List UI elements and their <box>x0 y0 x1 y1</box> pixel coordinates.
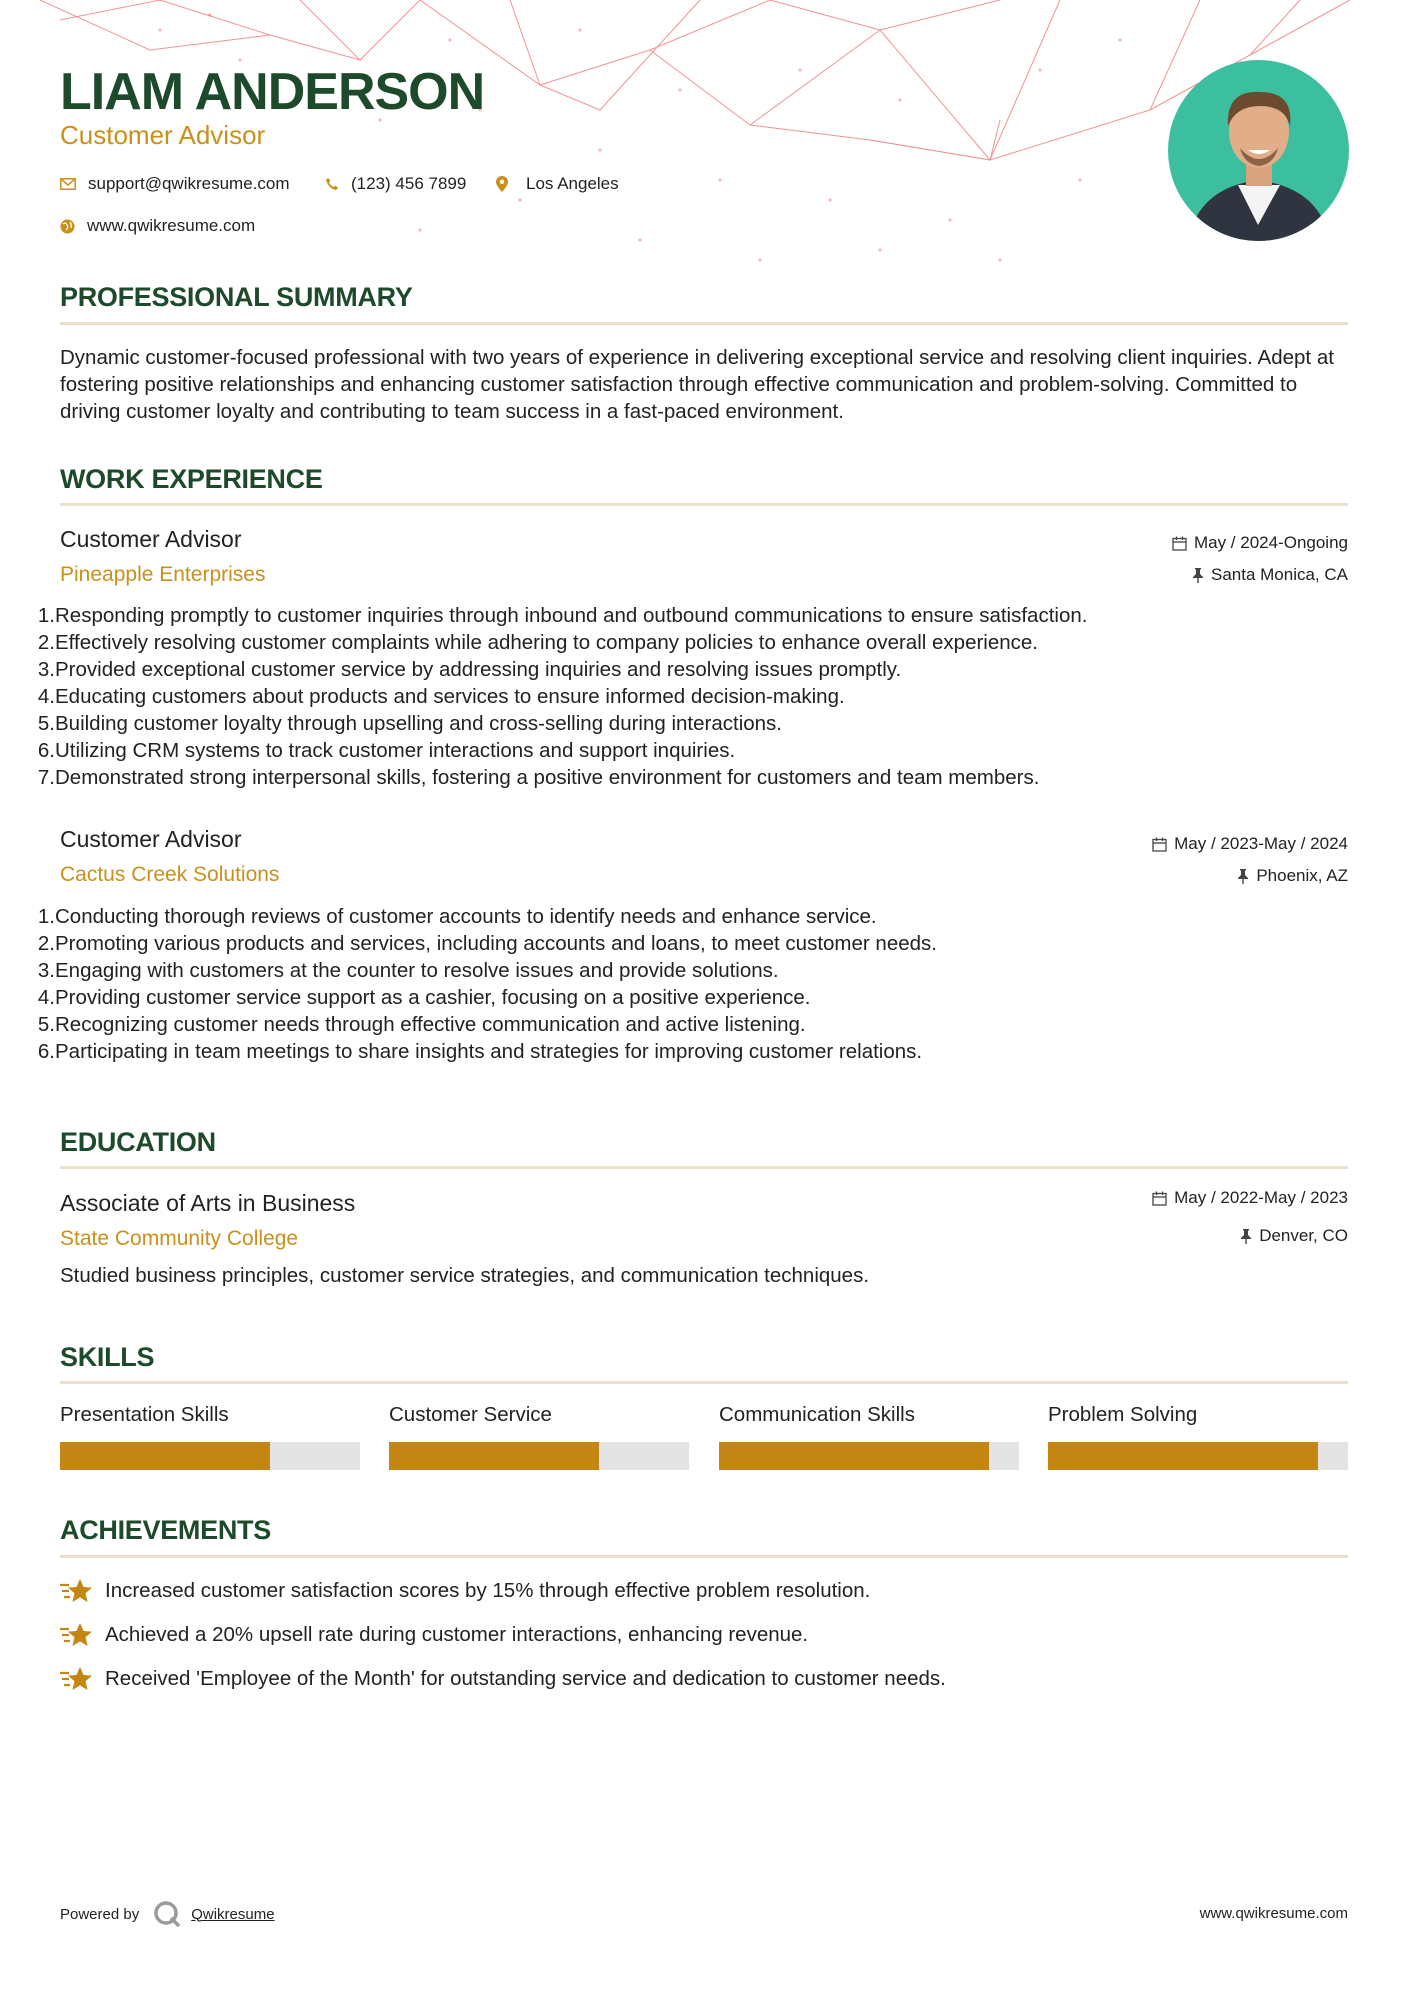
duty-item <box>0 683 1340 710</box>
profile-photo <box>1168 60 1349 241</box>
achievements-rule <box>60 1555 1348 1558</box>
skill-bar <box>389 1442 689 1470</box>
duty-item <box>0 656 1340 683</box>
powered-by-text: Powered by <box>60 1905 140 1923</box>
job-2-location <box>1237 866 1348 886</box>
pushpin-icon <box>1192 568 1204 583</box>
duty-number: 4. <box>37 685 55 708</box>
phone-text: (123) 456 7899 <box>351 174 467 193</box>
duty-number: 2. <box>37 932 55 955</box>
job-1-title: Customer Advisor <box>60 526 242 552</box>
skill-bar-fill <box>719 1442 989 1470</box>
achievement-item <box>60 1578 870 1604</box>
duty-number: 5. <box>37 1013 55 1036</box>
duty-item <box>0 1038 1340 1065</box>
experience-heading: WORK EXPERIENCE <box>60 464 323 494</box>
job-1-company: Pineapple Enterprises <box>60 563 266 586</box>
qwikresume-logo-icon <box>153 1900 181 1928</box>
duty-number: 4. <box>37 986 55 1009</box>
duty-text: Provided exceptional customer service by addressing inquiries and resolving issues promptly. <box>55 658 902 681</box>
duty-item <box>0 930 1340 957</box>
duty-item <box>0 984 1340 1011</box>
job-2-dates-text: May / 2023-May / 2024 <box>1174 834 1348 853</box>
contact-website[interactable] <box>60 216 255 236</box>
duty-item <box>0 957 1340 984</box>
duty-text: Demonstrated strong interpersonal skills, fostering a positive environment for customers and team members. <box>55 766 1040 789</box>
summary-rule <box>60 322 1348 325</box>
job-2-dates <box>1152 834 1348 854</box>
globe-icon <box>60 219 75 234</box>
achievement-text: Increased customer satisfaction scores by 15% through effective problem resolution. <box>105 1579 871 1602</box>
achievement-item <box>60 1666 946 1692</box>
skill-label: Customer Service <box>389 1403 552 1426</box>
skill-customer-service <box>389 1403 689 1470</box>
job-1-location <box>1192 565 1348 585</box>
education-dates-text: May / 2022-May / 2023 <box>1174 1188 1348 1207</box>
skill-bar-fill <box>1048 1442 1318 1470</box>
summary-text: Dynamic customer-focused professional with two years of experience in delivering exceptional service and resolving client inquiries. Adept at fostering positive relationships and enhancing customer satisfaction through effective communication and problem-solving. Committed to driving customer loyalty and contributing to team success in a fast-paced environment. <box>60 346 1334 423</box>
duty-number: 1. <box>37 905 55 928</box>
achievement-text: Achieved a 20% upsell rate during customer interactions, enhancing revenue. <box>105 1623 809 1646</box>
skills-heading: SKILLS <box>60 1342 155 1372</box>
duty-number: 6. <box>37 1040 55 1063</box>
duty-item <box>0 629 1340 656</box>
duty-number: 2. <box>37 631 55 654</box>
education-degree: Associate of Arts in Business <box>60 1190 356 1216</box>
duty-item <box>0 737 1340 764</box>
job-2-duties <box>0 903 1340 1065</box>
candidate-role: Customer Advisor <box>60 120 266 150</box>
job-1-dates-text: May / 2024-Ongoing <box>1193 533 1348 552</box>
skill-presentation <box>60 1403 360 1470</box>
calendar-icon <box>1152 1191 1167 1206</box>
experience-rule <box>60 503 1348 506</box>
qwikresume-link[interactable]: Qwikresume <box>191 1905 275 1923</box>
calendar-icon <box>1152 837 1167 852</box>
duty-text: Utilizing CRM systems to track customer interactions and support inquiries. <box>55 739 736 762</box>
duty-text: Participating in team meetings to share insights and strategies for improving customer relations. <box>55 1040 923 1063</box>
education-description: Studied business principles, customer service strategies, and communication techniques. <box>60 1264 870 1287</box>
education-heading: EDUCATION <box>60 1127 216 1157</box>
footer-powered-by <box>60 1900 275 1928</box>
calendar-icon <box>1172 536 1187 551</box>
duty-item <box>0 903 1340 930</box>
summary-heading: PROFESSIONAL SUMMARY <box>60 282 413 312</box>
footer-website[interactable]: www.qwikresume.com <box>1199 1905 1348 1922</box>
duty-number: 1. <box>37 604 55 627</box>
pushpin-icon <box>1237 869 1249 884</box>
duty-number: 7. <box>37 766 55 789</box>
person-portrait-icon <box>1168 60 1349 241</box>
skill-problem-solving <box>1048 1403 1348 1470</box>
duty-item <box>0 602 1340 629</box>
job-2-company: Cactus Creek Solutions <box>60 863 280 886</box>
job-1-dates <box>1172 533 1348 553</box>
star-icon <box>60 1666 93 1692</box>
star-icon <box>60 1622 93 1648</box>
duty-text: Building customer loyalty through upselling and cross-selling during interactions. <box>55 712 782 735</box>
candidate-name: LIAM ANDERSON <box>60 63 485 121</box>
duty-number: 5. <box>37 712 55 735</box>
education-dates <box>1152 1188 1348 1208</box>
duty-text: Recognizing customer needs through effective communication and active listening. <box>55 1013 806 1036</box>
education-location-text: Denver, CO <box>1259 1226 1348 1245</box>
job-2-title: Customer Advisor <box>60 826 242 852</box>
pushpin-icon <box>1240 1229 1252 1244</box>
education-location <box>1240 1226 1348 1246</box>
duty-text: Responding promptly to customer inquiries through inbound and outbound communications to ensure satisfaction. <box>55 604 1088 627</box>
job-1-location-text: Santa Monica, CA <box>1210 565 1348 584</box>
education-school: State Community College <box>60 1227 299 1250</box>
phone-icon <box>325 177 339 191</box>
map-pin-icon <box>496 176 508 192</box>
skill-bar <box>719 1442 1019 1470</box>
skill-bar <box>1048 1442 1348 1470</box>
duty-text: Providing customer service support as a cashier, focusing on a positive experience. <box>55 986 811 1009</box>
email-text: support@qwikresume.com <box>88 174 290 193</box>
duty-text: Educating customers about products and services to ensure informed decision-making. <box>55 685 845 708</box>
duty-text: Engaging with customers at the counter to resolve issues and provide solutions. <box>55 959 779 982</box>
achievements-heading: ACHIEVEMENTS <box>60 1515 271 1545</box>
envelope-icon <box>60 178 76 190</box>
duty-item <box>0 710 1340 737</box>
duty-item <box>0 1011 1340 1038</box>
achievement-text: Received 'Employee of the Month' for outstanding service and dedication to customer needs. <box>105 1667 946 1690</box>
duty-number: 3. <box>37 658 55 681</box>
skill-bar-fill <box>389 1442 599 1470</box>
skill-communication <box>719 1403 1019 1470</box>
contact-email[interactable] <box>60 174 290 194</box>
contact-phone[interactable] <box>325 174 466 194</box>
job-1-duties <box>0 602 1340 791</box>
contact-location <box>496 174 619 194</box>
duty-text: Conducting thorough reviews of customer accounts to identify needs and enhance service. <box>55 905 877 928</box>
skills-rule <box>60 1381 1348 1384</box>
skill-label: Communication Skills <box>719 1403 915 1426</box>
duty-text: Effectively resolving customer complaints while adhering to company policies to enhance overall experience. <box>55 631 1038 654</box>
skill-label: Problem Solving <box>1048 1403 1198 1426</box>
duty-number: 3. <box>37 959 55 982</box>
skill-label: Presentation Skills <box>60 1403 229 1426</box>
duty-text: Promoting various products and services, including accounts and loans, to meet customer needs. <box>55 932 937 955</box>
achievement-item <box>60 1622 808 1648</box>
star-icon <box>60 1578 93 1604</box>
website-text: www.qwikresume.com <box>87 216 256 235</box>
duty-item <box>0 764 1340 791</box>
duty-number: 6. <box>37 739 55 762</box>
skill-bar <box>60 1442 360 1470</box>
location-text: Los Angeles <box>526 174 619 193</box>
education-rule <box>60 1166 1348 1169</box>
skill-bar-fill <box>60 1442 270 1470</box>
job-2-location-text: Phoenix, AZ <box>1256 866 1348 885</box>
